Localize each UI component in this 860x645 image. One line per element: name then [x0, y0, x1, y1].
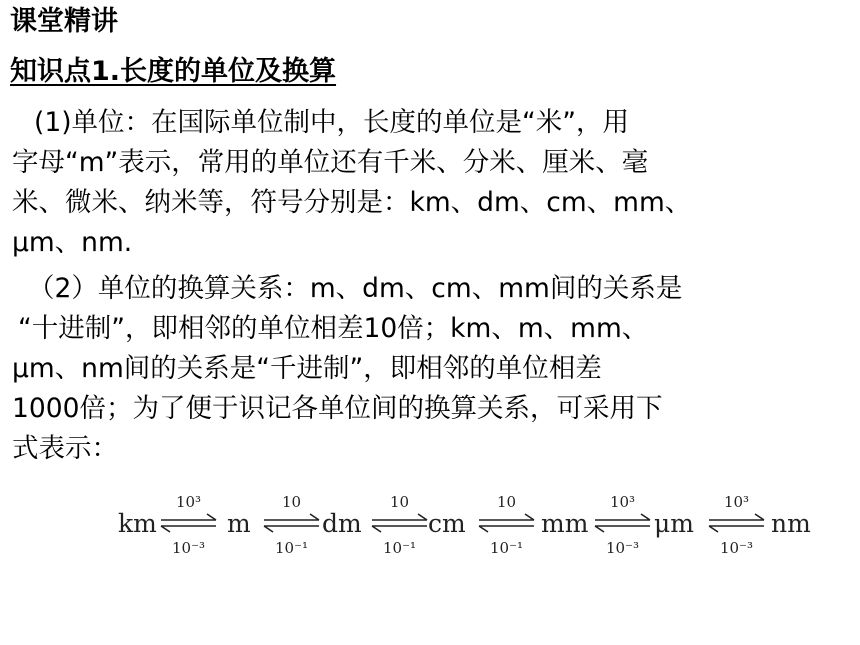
forward-arrow [161, 514, 216, 520]
backward-arrow [709, 526, 764, 532]
factor-down-label: 10⁻¹ [382, 539, 417, 557]
forward-arrow [595, 514, 650, 520]
factor-down-label: 10⁻¹ [274, 539, 309, 557]
page-heading: 课堂精讲 [10, 6, 118, 37]
unit-symbol-0: km [118, 509, 157, 538]
backward-arrow [479, 526, 534, 532]
factor-down-label: 10⁻³ [719, 539, 754, 557]
factor-up-label: 10 [281, 493, 302, 511]
unit-definition-paragraph [12, 103, 852, 263]
factor-down-label: 10⁻³ [171, 539, 206, 557]
paragraph-line: （2）单位的换算关系：m、dm、cm、mm间的关系是 [28, 273, 683, 304]
factor-up-label: 10 [389, 493, 410, 511]
factor-down-label: 10⁻¹ [489, 539, 524, 557]
forward-arrow [372, 514, 427, 520]
paragraph-line: 米、微米、纳米等，符号分别是：km、dm、cm、mm、 [12, 187, 692, 218]
unit-symbol-6: nm [771, 509, 811, 538]
paragraph-line: 字母“m”表示，常用的单位还有千米、分米、厘米、毫 [12, 147, 649, 178]
paragraph-line: 1000倍；为了便于识记各单位间的换算关系，可采用下 [12, 393, 663, 424]
factor-down-label: 10⁻³ [605, 539, 640, 557]
backward-arrow [372, 526, 427, 532]
factor-up-label: 10³ [609, 493, 636, 511]
unit-symbol-4: mm [541, 509, 589, 538]
forward-arrow [479, 514, 534, 520]
paragraph-line: μm、nm. [12, 227, 133, 258]
paragraph-line: (1)单位：在国际单位制中，长度的单位是“米”，用 [34, 107, 629, 138]
conversion-chain-formula [118, 490, 818, 560]
forward-arrow [709, 514, 764, 520]
unit-conversion-paragraph [12, 269, 852, 469]
knowledge-point-title: 知识点1.长度的单位及换算 [10, 56, 337, 87]
paragraph-line: “十进制”，即相邻的单位相差10倍；km、m、mm、 [18, 313, 649, 344]
unit-symbol-5: μm [654, 509, 694, 538]
unit-symbol-2: dm [322, 509, 362, 538]
factor-up-label: 10³ [175, 493, 202, 511]
unit-symbol-1: m [227, 509, 251, 538]
factor-up-label: 10 [496, 493, 517, 511]
unit-symbol-3: cm [428, 509, 466, 538]
factor-up-label: 10³ [723, 493, 750, 511]
backward-arrow [161, 526, 216, 532]
backward-arrow [264, 526, 319, 532]
backward-arrow [595, 526, 650, 532]
paragraph-line: 式表示： [12, 433, 118, 464]
paragraph-line: μm、nm间的关系是“千进制”，即相邻的单位相差 [12, 353, 602, 384]
forward-arrow [264, 514, 319, 520]
